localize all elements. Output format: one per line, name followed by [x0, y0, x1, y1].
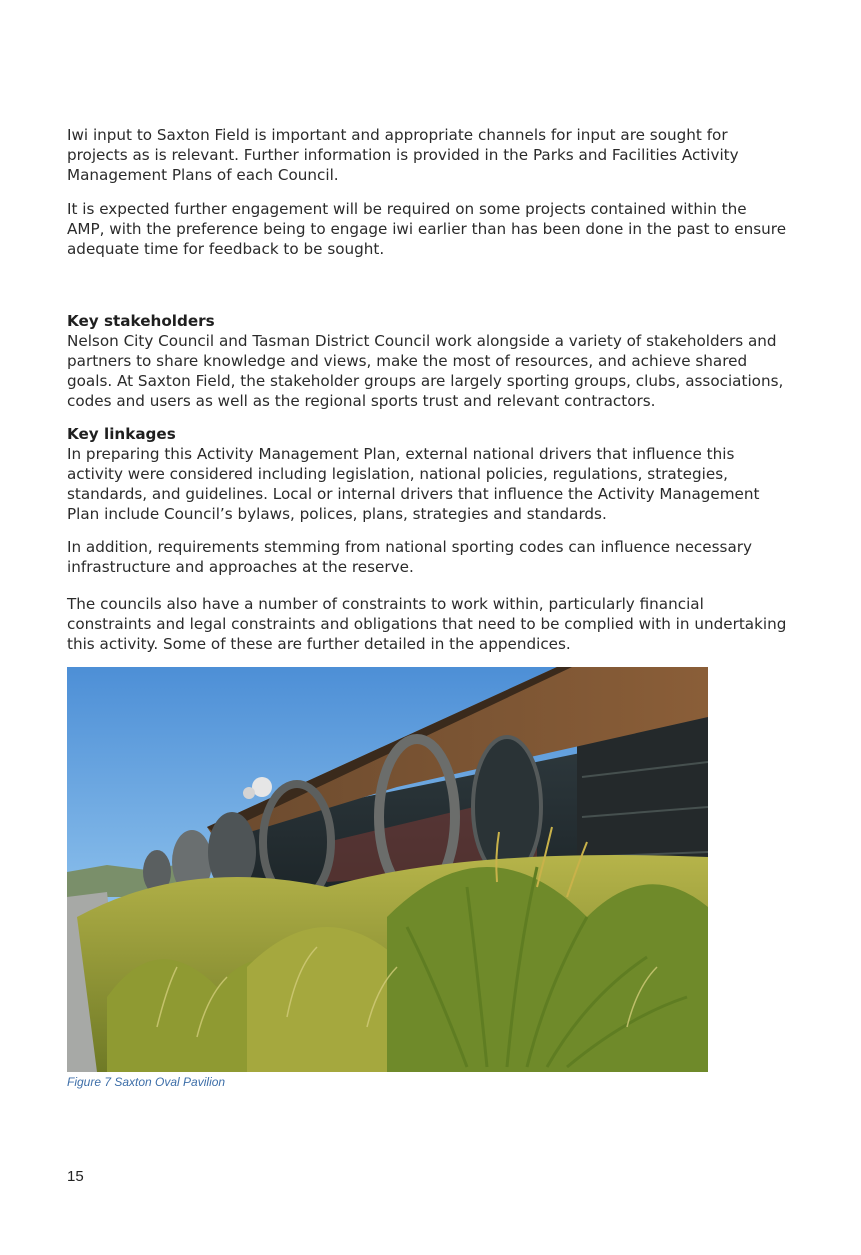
key-linkages-text: In preparing this Activity Management Plan, external national drivers that influence this activity were considered including legislation, national policies, regulations, strategies, standards, and guidelines. Local or internal drivers that influence the Activity Management Plan include Council’s bylaws, polices, plans, strategies and standards.: [67, 445, 760, 523]
page-number: 15: [67, 1168, 84, 1185]
key-stakeholders-text: Nelson City Council and Tasman District Council work alongside a variety of stakeholders and partners to share knowledge and views, make the most of resources, and achieve shared goals. At Saxton Field, the stakeholder groups are largely sporting groups, clubs, associations, codes and users as well as the regional sports trust and relevant contractors.: [67, 332, 784, 410]
pavilion-photo: [67, 667, 708, 1072]
key-stakeholders-heading: Key stakeholders: [67, 312, 215, 330]
sporting-codes-text: In addition, requirements stemming from national sporting codes can influence necessary infrastructure and approaches at the reserve.: [67, 538, 752, 576]
key-stakeholders-section: [67, 311, 787, 411]
constraints-paragraph: [67, 594, 787, 654]
key-linkages-heading: Key linkages: [67, 425, 176, 443]
engagement-text: It is expected further engagement will be required on some projects contained within the AMP, with the preference being to engage iwi earlier than has been done in the past to ensure adequate time for feedback to be sought.: [67, 200, 787, 258]
key-linkages-section: [67, 424, 787, 524]
iwi-input-text: Iwi input to Saxton Field is important and appropriate channels for input are sought for projects as is relevant. Further information is provided in the Parks and Facilities Activity Management Plans of each Council.: [67, 126, 739, 184]
constraints-text: The councils also have a number of constraints to work within, particularly financial constraints and legal constraints and obligations that need to be complied with in undertaking this activity. Some of these are further detailed in the appendices.: [67, 595, 787, 653]
engagement-paragraph: [67, 199, 787, 259]
figure-caption: Figure 7 Saxton Oval Pavilion: [67, 1075, 226, 1089]
iwi-input-paragraph: [67, 125, 787, 185]
sporting-codes-paragraph: [67, 537, 787, 577]
